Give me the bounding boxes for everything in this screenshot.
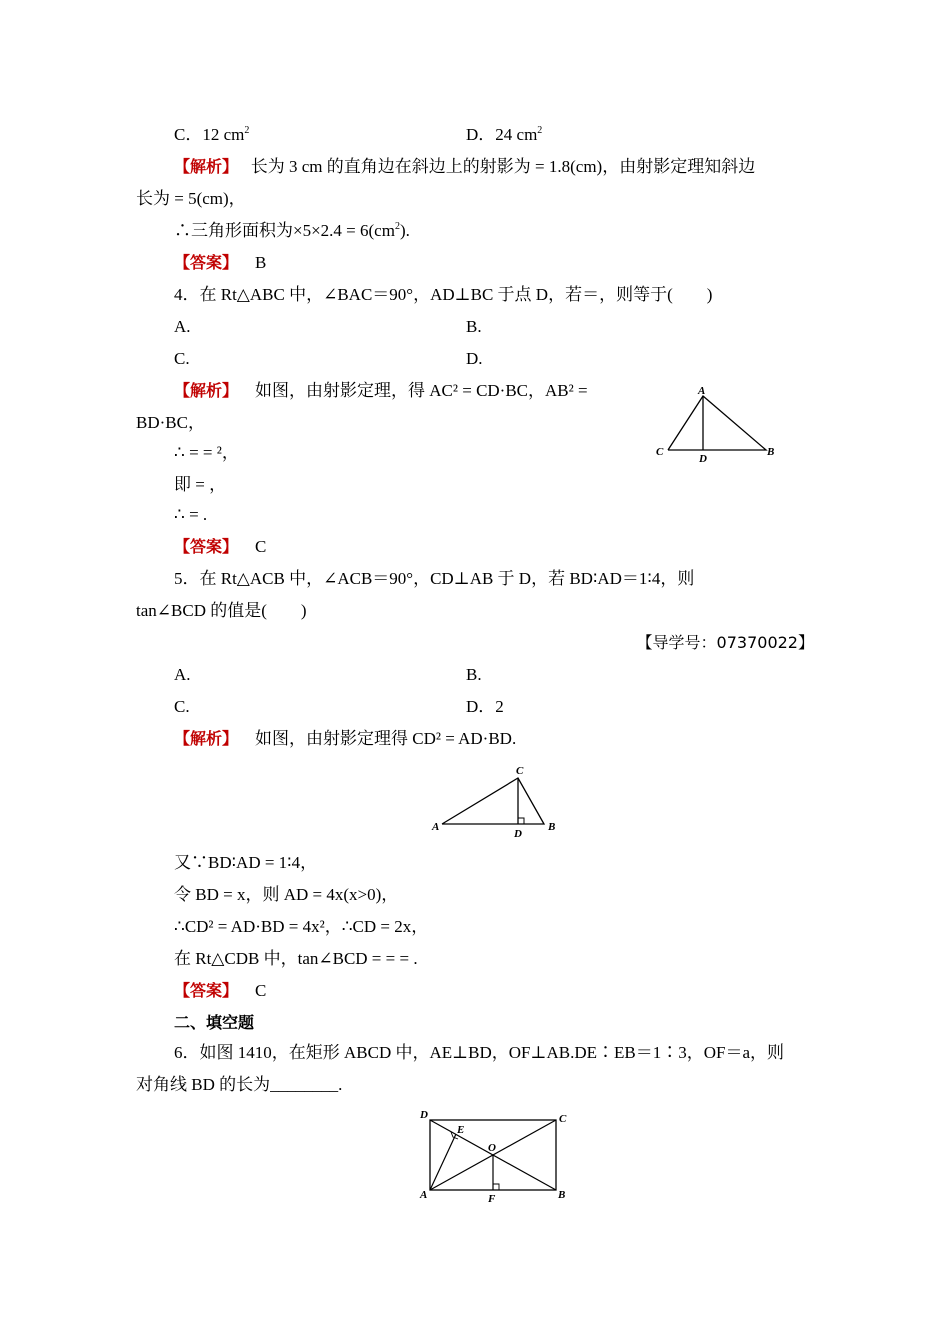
label-c: C	[559, 1113, 567, 1125]
q5-analysis-line-5: 在 Rt△CDB 中，tan∠BCD = = = .	[174, 949, 418, 968]
q4-option-d: D.	[466, 349, 483, 368]
q6-stem-line-2: 对角线 BD 的长为________.	[136, 1075, 343, 1094]
q5-stem-line-1: 5．在 Rt△ACB 中，∠ACB＝90°，CD⊥AB 于 D，若 BD∶AD＝1∶4，则	[174, 569, 695, 588]
q5-triangle-figure	[430, 762, 565, 842]
analysis-tag: 【解析】	[174, 729, 239, 748]
right-angle-mark-f	[493, 1184, 499, 1190]
q3-option-c: C．12 $cm^2$	[174, 125, 250, 144]
label-b: B	[767, 446, 775, 458]
analysis-tag: 【解析】	[174, 381, 239, 400]
q5-reference-number: 【导学号：07370022】	[636, 633, 814, 652]
answer-tag: 【答案】	[174, 537, 239, 556]
section-heading: 二、填空题	[174, 1013, 255, 1032]
q4-analysis-line-4: 即 = ，	[174, 475, 227, 494]
q4-answer: 【答案】 C	[174, 537, 267, 556]
q4-triangle-figure	[650, 386, 790, 466]
q4-option-b: B.	[466, 317, 482, 336]
q5-option-c: C.	[174, 697, 190, 716]
answer-tag: 【答案】	[174, 981, 239, 1000]
q3-analysis-line-2: 长为 = 5(cm)，	[136, 189, 246, 208]
q3-option-d: D．24 $cm^2$	[466, 125, 543, 144]
q4-option-a: A.	[174, 317, 191, 336]
q5-stem-line-2: tan∠BCD 的值是( )	[136, 601, 307, 620]
q4-analysis-line-1: 【解析】 如图，由射影定理，得 AC² = CD·BC，AB² =	[174, 381, 588, 400]
label-c: C	[516, 765, 524, 777]
label-e: E	[457, 1124, 465, 1136]
label-b: B	[558, 1189, 566, 1201]
q4-option-c: C.	[174, 349, 190, 368]
q3-analysis-line-1: 【解析】 长为 3 cm 的直角边在斜边上的射影为 = 1.8(cm)，由射影定理知斜边	[174, 157, 756, 176]
q4-stem: 4．在 Rt△ABC 中，∠BAC＝90°，AD⊥BC 于点 D，若＝，则等于( )	[174, 285, 713, 304]
q4-analysis-line-3: ∴ = = ²，	[174, 443, 239, 462]
q5-answer: 【答案】 C	[174, 981, 267, 1000]
right-angle-mark	[518, 818, 524, 824]
label-d: D	[514, 828, 522, 840]
label-f: F	[488, 1193, 496, 1205]
q6-stem-line-1: 6．如图 1410，在矩形 ABCD 中，AE⊥BD，OF⊥AB.DE∶EB＝1∶3，OF＝a，则	[174, 1043, 784, 1062]
answer-tag: 【答案】	[174, 253, 239, 272]
q5-analysis-line-1: 【解析】 如图，由射影定理得 CD² = AD·BD.	[174, 729, 517, 748]
q4-analysis-line-5: ∴ = .	[174, 505, 208, 524]
q5-analysis-line-2: 又∵BD∶AD = 1∶4，	[174, 853, 318, 872]
label-b: B	[548, 821, 556, 833]
segment-ae	[430, 1134, 456, 1190]
label-a: A	[432, 821, 440, 833]
q3-analysis-line-3: ∴三角形面积为$\times 5\times 2.4 = 6(cm^2)$.	[174, 221, 410, 240]
q5-option-a: A.	[174, 665, 191, 684]
q5-option-b: B.	[466, 665, 482, 684]
label-d: D	[420, 1109, 428, 1121]
triangle-sides	[442, 778, 544, 824]
q5-analysis-line-3: 令 BD = x，则 AD = 4x(x>0)，	[174, 885, 399, 904]
label-o: O	[488, 1142, 496, 1154]
label-d: D	[699, 453, 707, 465]
q5-analysis-line-4: ∴CD² = AD·BD = 4x²，∴CD = 2x，	[174, 917, 429, 936]
label-a: A	[698, 385, 706, 397]
q5-option-d: D．2	[466, 697, 504, 716]
triangle-sides	[668, 396, 766, 450]
label-c: C	[656, 446, 664, 458]
q6-rectangle-figure	[418, 1106, 578, 1206]
analysis-tag: 【解析】	[174, 157, 239, 176]
q3-answer: 【答案】 B	[174, 253, 267, 272]
label-a: A	[420, 1189, 428, 1201]
q4-analysis-line-2: BD·BC，	[136, 413, 205, 432]
